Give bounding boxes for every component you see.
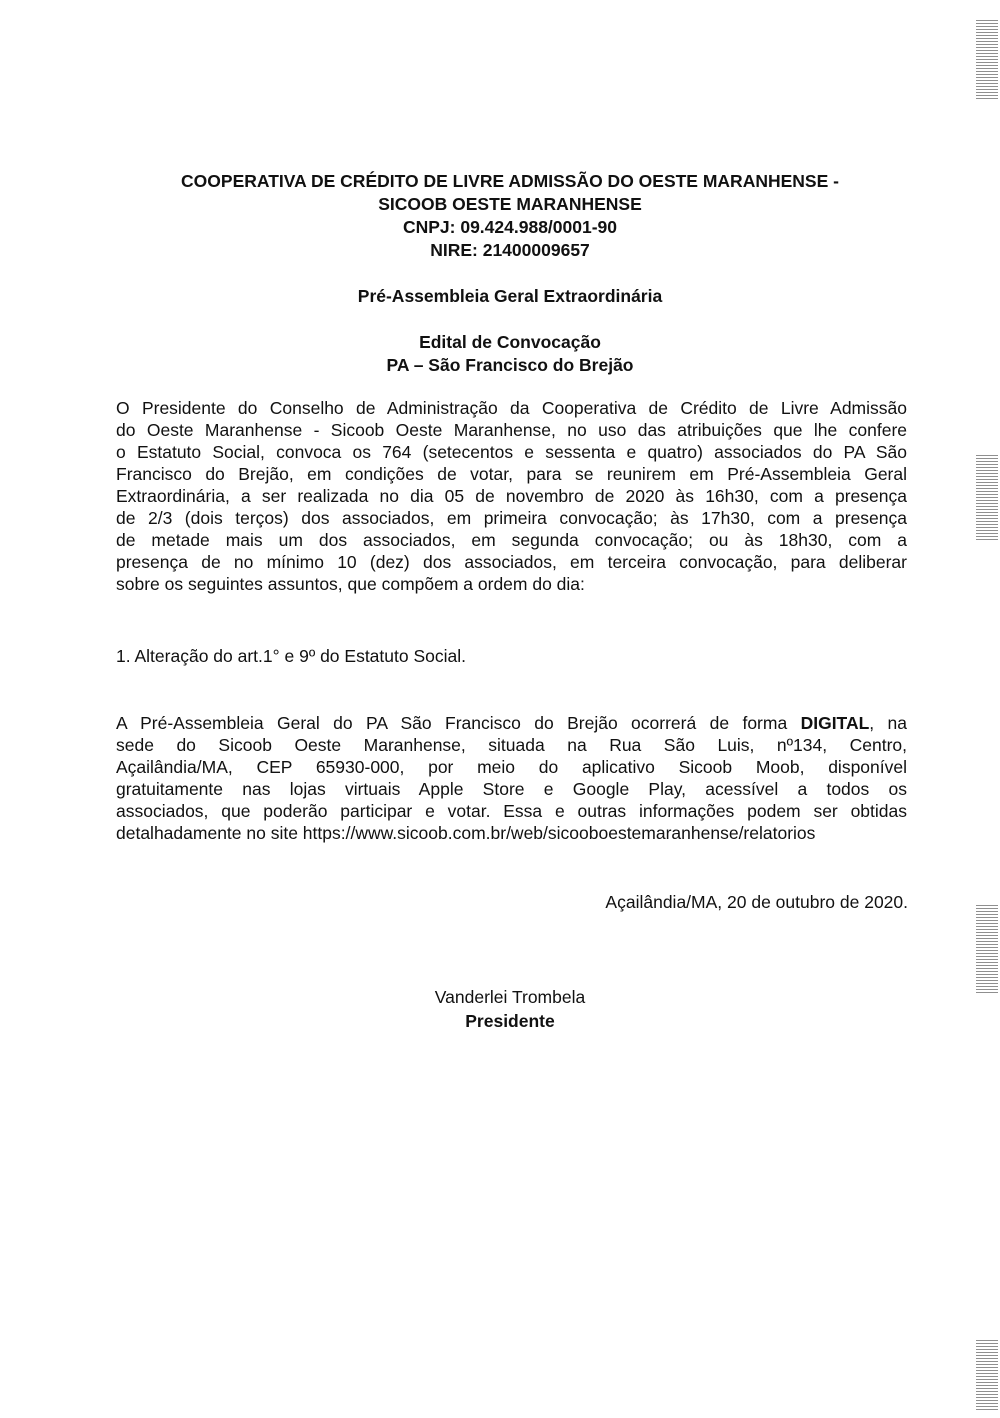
document-header <box>100 170 920 262</box>
nire: NIRE: 21400009657 <box>430 240 590 260</box>
agenda-item: 1. Alteração do art.1° e 9º do Estatuto Social. <box>116 646 466 666</box>
paragraph-line: gratuitamente nas lojas virtuais Apple Store e Google Play, acessível a todos os <box>116 779 907 799</box>
paragraph-line <box>116 712 907 734</box>
paragraph-line: de metade mais um dos associados, em segunda convocação; ou às 18h30, com a <box>116 530 907 550</box>
paragraph-line: O Presidente do Conselho de Administração da Cooperativa de Crédito de Livre Admissão <box>116 398 907 418</box>
paragraph-text: A Pré-Assembleia Geral do PA São Francisco do Brejão ocorrerá de forma <box>116 713 801 733</box>
scan-edge-mark-top <box>976 20 998 100</box>
signature-block <box>360 985 660 1033</box>
paragraph-line: do Oeste Maranhense - Sicoob Oeste Maranhense, no uso das atribuições que lhe confere <box>116 420 907 440</box>
signer-name: Vanderlei Trombela <box>434 987 586 1007</box>
signer-role: Presidente <box>465 1011 555 1031</box>
cooperative-name-line2: SICOOB OESTE MARANHENSE <box>378 194 642 214</box>
paragraph-line: detalhadamente no site https://www.sicoob.com.br/web/sicooboestemaranhense/relatorios <box>116 823 816 843</box>
paragraph-line: associados, que poderão participar e votar. Essa e outras informações podem ser obtidas <box>116 801 907 821</box>
scan-edge-mark-bottom <box>976 1340 998 1410</box>
edital-title: Edital de Convocação <box>419 332 601 352</box>
cnpj: CNPJ: 09.424.988/0001-90 <box>402 217 618 237</box>
edital-subtitle: PA – São Francisco do Brejão <box>386 355 634 375</box>
paragraph-line: presença de no mínimo 10 (dez) dos associados, em terceira convocação, para deliberar <box>116 552 907 572</box>
edital-block <box>100 331 920 377</box>
convocation-paragraph <box>116 397 907 595</box>
place-and-date: Açailândia/MA, 20 de outubro de 2020. <box>605 892 908 912</box>
paragraph-line: Açailândia/MA, CEP 65930-000, por meio do aplicativo Sicoob Moob, disponível <box>116 757 907 777</box>
scan-edge-mark-middle <box>976 455 998 540</box>
assembly-title: Pré-Assembleia Geral Extraordinária <box>357 286 663 306</box>
digital-emphasis: DIGITAL <box>800 713 870 733</box>
paragraph-line: de 2/3 (dois terços) dos associados, em primeira convocação; às 17h30, com a presença <box>116 508 907 528</box>
paragraph-line: sede do Sicoob Oeste Maranhense, situada na Rua São Luis, nº134, Centro, <box>116 735 907 755</box>
cooperative-name-line1: COOPERATIVA DE CRÉDITO DE LIVRE ADMISSÃO DO OESTE MARANHENSE - <box>181 171 839 191</box>
scan-edge-mark-lower <box>976 905 998 995</box>
paragraph-text: , na <box>869 713 907 733</box>
paragraph-line: o Estatuto Social, convoca os 764 (setecentos e sessenta e quatro) associados do PA São <box>116 442 907 462</box>
paragraph-line: sobre os seguintes assuntos, que compõem a ordem do dia: <box>116 574 585 594</box>
paragraph-line: Extraordinária, a ser realizada no dia 05 de novembro de 2020 às 16h30, com a presença <box>116 486 907 506</box>
digital-assembly-paragraph <box>116 712 907 844</box>
paragraph-line: Francisco do Brejão, em condições de votar, para se reunirem em Pré-Assembleia Geral <box>116 464 907 484</box>
